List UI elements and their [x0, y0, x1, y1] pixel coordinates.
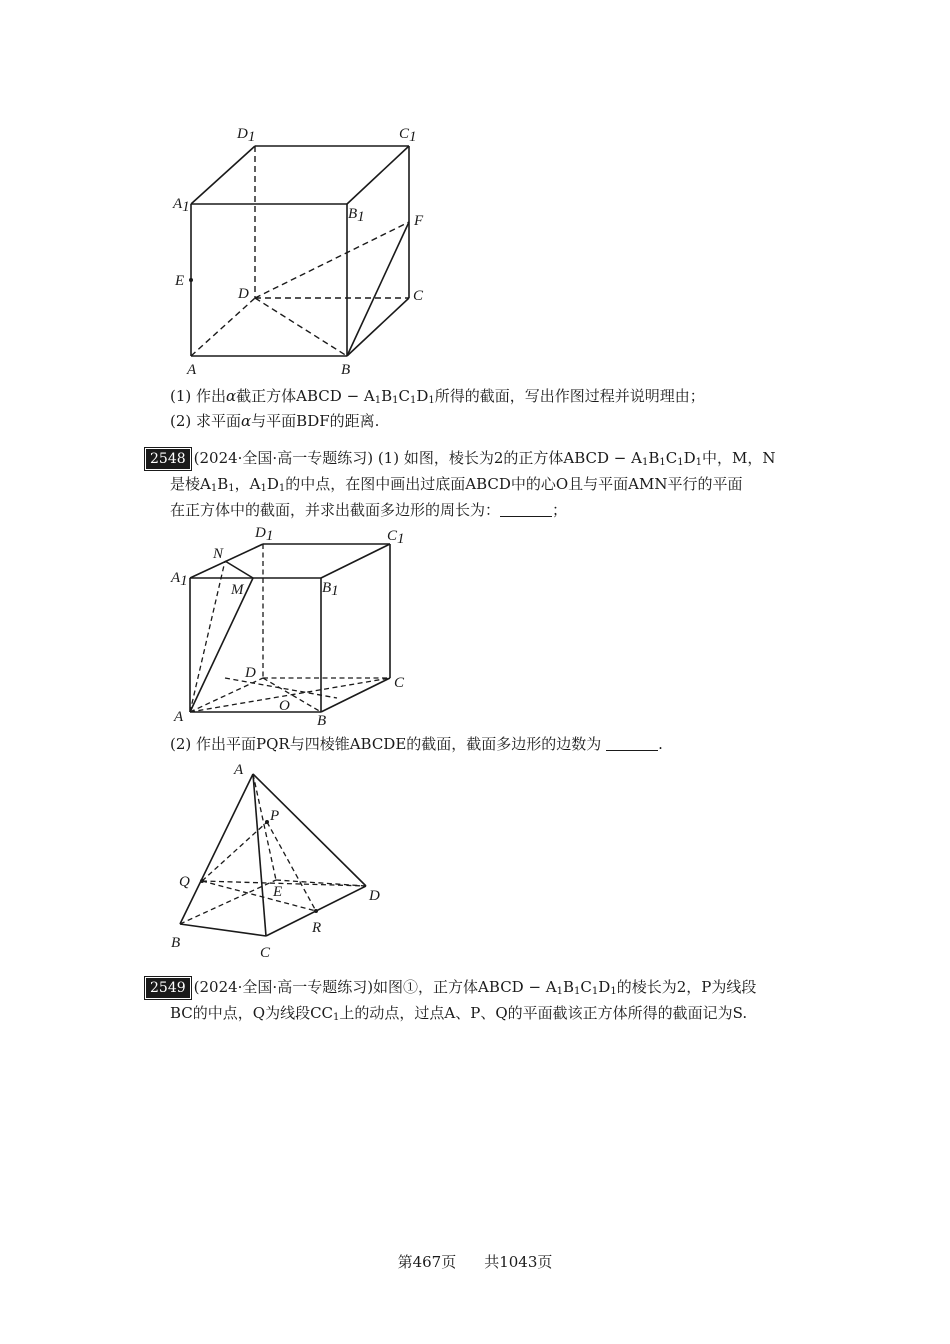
question-2548-line-4: (2) 作出平面PQR与四棱锥ABCDE的截面，截面多边形的边数为 .: [170, 735, 663, 753]
label-q: Q: [179, 874, 190, 890]
label-c: C: [394, 675, 405, 691]
question-number-badge: 2548: [146, 449, 190, 469]
label-d: D: [369, 888, 380, 904]
label-b: B: [171, 935, 181, 951]
label-c: C: [413, 288, 424, 304]
label-f: F: [414, 213, 424, 229]
label-a: A: [174, 709, 184, 725]
label-c1: C1: [399, 126, 417, 145]
label-m: M: [231, 582, 244, 598]
question-2548-line-3: 在正方体中的截面，并求出截面多边形的周长为： ；: [170, 501, 568, 519]
label-p: P: [270, 808, 280, 824]
cube-figure-1: [165, 118, 435, 380]
label-b1: B1: [348, 206, 365, 225]
cube-figure-2: [165, 520, 425, 730]
label-b: B: [341, 362, 351, 378]
label-d1: D1: [237, 126, 256, 145]
label-a1: A1: [173, 196, 190, 215]
label-a: A: [187, 362, 197, 378]
label-d: D: [245, 665, 256, 681]
label-a1: A1: [171, 570, 188, 589]
question-number-badge: 2549: [146, 978, 190, 998]
page-total: 共1043页: [484, 1253, 553, 1271]
question-2549-line-1: 2549 (2024·全国·高一专题练习)如图①，正方体ABCD − A1B1C1D1的棱长为2，P为线段: [146, 977, 756, 1002]
label-e: E: [175, 273, 185, 289]
question-2548-line-2: 是棱A1B1，A1D1的中点，在图中画出过底面ABCD中的心O且与平面AMN平行的平面: [170, 475, 743, 494]
question-part-2: (2) 求平面α与平面BDF的距离.: [170, 412, 380, 430]
answer-blank: [606, 736, 658, 751]
pyramid-figure: [170, 756, 400, 966]
label-d: D: [238, 286, 249, 302]
question-2548-line-1: 2548 (2024·全国·高一专题练习) (1) 如图，棱长为2的正方体ABCD − A1B1C1D1中，M，N: [146, 448, 776, 473]
question-part-1: (1) 作出α截正方体ABCD − A1B1C1D1所得的截面，写出作图过程并说明理由；: [170, 387, 705, 406]
label-e: E: [273, 884, 283, 900]
page-footer: [0, 1251, 950, 1272]
question-2549-line-2: BC的中点，Q为线段CC1上的动点，过点A、P、Q的平面截该正方体所得的截面记为S.: [170, 1004, 748, 1023]
answer-blank: [500, 502, 552, 517]
label-d1: D1: [255, 525, 274, 544]
label-a: A: [234, 762, 244, 778]
label-o: O: [279, 698, 290, 714]
label-c: C: [260, 945, 271, 961]
label-n: N: [213, 546, 224, 562]
page-number: 第467页: [397, 1253, 457, 1271]
label-c1: C1: [387, 528, 405, 547]
label-r: R: [312, 920, 322, 936]
label-b1: B1: [322, 580, 339, 599]
label-b: B: [317, 713, 327, 729]
